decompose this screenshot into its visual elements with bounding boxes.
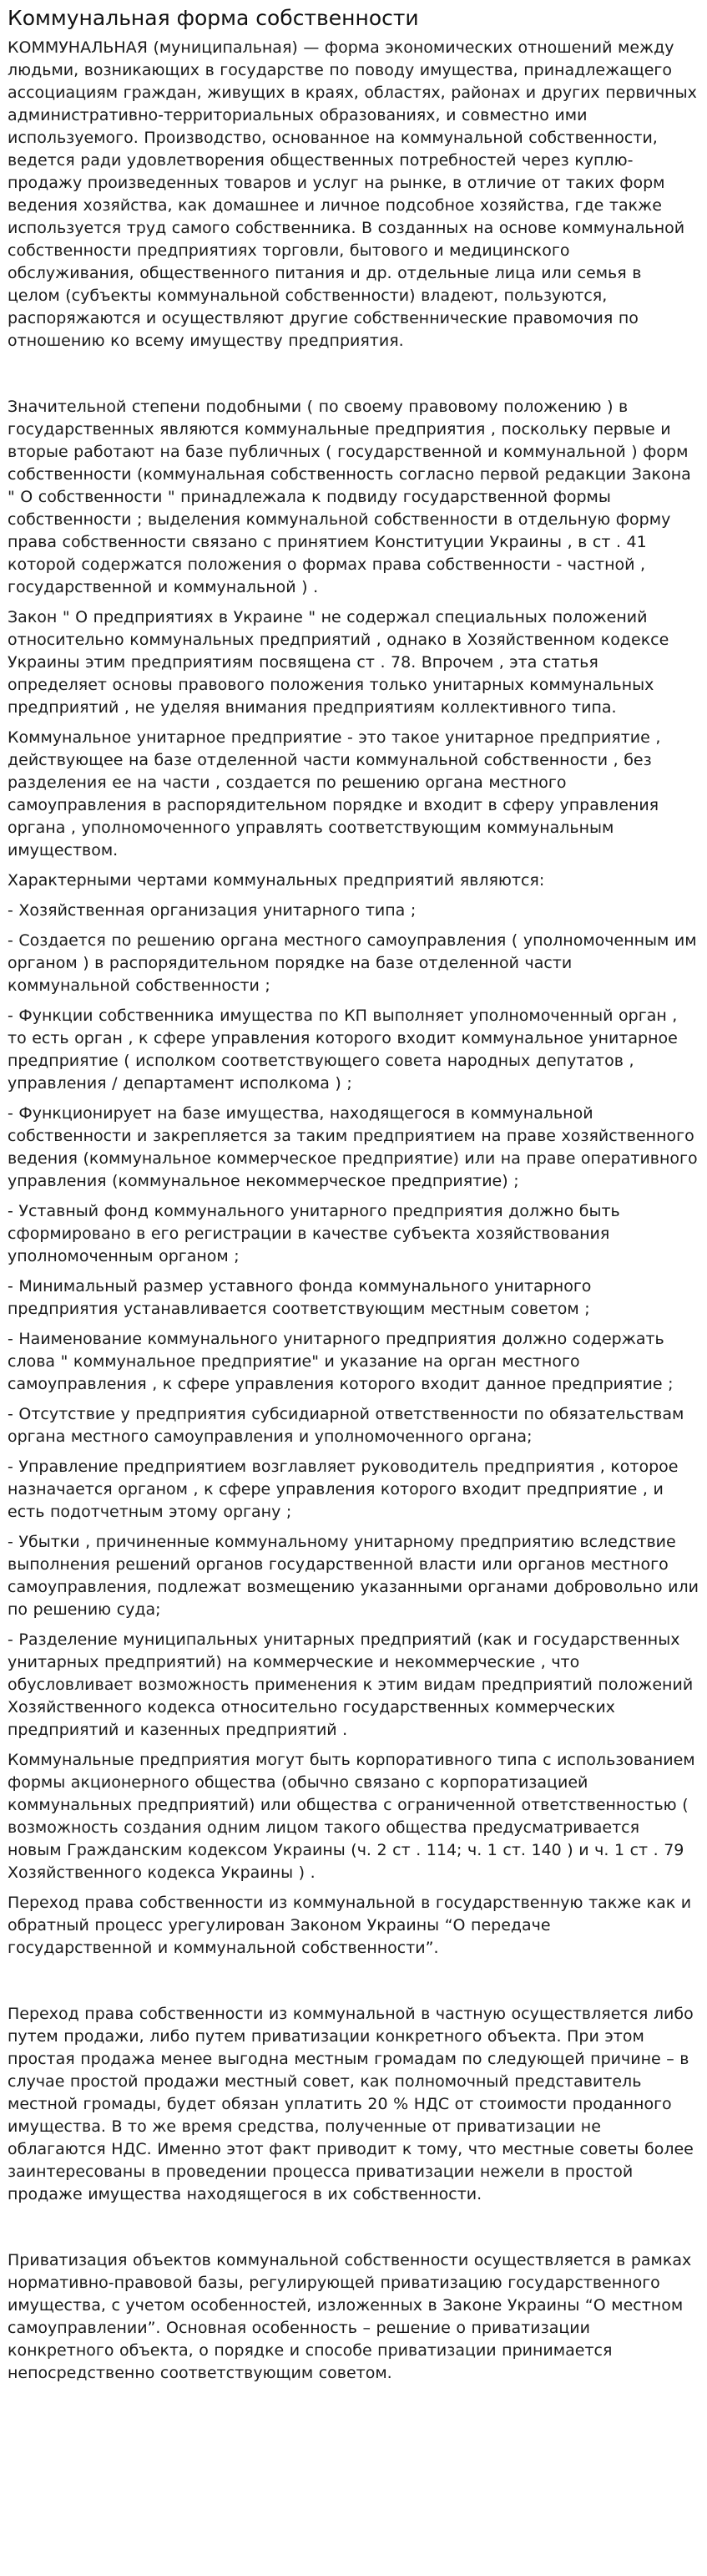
article-paragraph: КОММУНАЛЬНАЯ (муниципальная) — форма экономических отношений между людьми, возникающих в государстве по поводу имущества, принадлежащего ассоциациям граждан, живущих в краях, областях, районах и других первичных административно-территориальных образованиях, и совместно ими используемого. Производство, основанное на коммунальной собственности, ведется ради удовлетворения общественных потребностей через куплю-продажу произведенных товаров и услуг на рынке, в отличие от таких форм ведения хозяйства, как домашнее и личное подсобное хозяйства, где также используется труд самого собственника. В созданных на основе коммунальной собственности предприятиях торговли, бытового и медицинского обслуживания, общественного питания и др. отдельные лица или семья в целом (субъекты коммунальной собственности) владеют, пользуются, распоряжаются и осуществляют другие собственнические правомочия по отношению ко всему имуществу предприятия.	[8, 38, 697, 350]
article-paragraph: Переход права собственности из коммунальной в частную осуществляется либо путем продажи, либо путем приватизации конкретного объекта. При этом простая продажа менее выгодна местным громадам по следующей причине – в случае простой продажи местный совет, как полномочный представитель местной громады, будет обязан уплатить 20 % НДС от стоимости проданного имущества. В то же время средства, полученные от приватизации не облагаются НДС. Именно этот факт приводит к тому, что местные советы более заинтересованы в проведении процесса приватизации нежели в простой продаже имущества находящегося в их собственности.	[8, 2005, 694, 2203]
article-paragraph: Коммунальное унитарное предприятие - это такое унитарное предприятие , действующее на базе отделенной части коммунальной собственности , без разделения ее на части , создается по решению органа местного самоуправления в распорядительном порядке и входит в сферу управления органа , уполномоченного управлять соответствующим коммунальным имуществом.	[8, 728, 661, 860]
article-paragraph: - Функции собственника имущества по КП выполняет уполномоченный орган , то есть орган , к сфере управления которого входит коммунальное унитарное предприятие ( исполком соответствующего совета народных депутатов , управления / департамент исполкома ) ;	[8, 1007, 678, 1093]
article-paragraph: Значительной степени подобными ( по своему правовому положению ) в государственных являются коммунальные предприятия , поскольку первые и вторые работают на базе публичных ( государственной и коммунальной ) форм собственности (коммунальная собственность согласно первой редакции Закона " О собственности " принадлежала к подвиду государственной формы собственности ; выделения коммунальной собственности в отдельную форму права собственности связано с принятием Конституции Украины , в ст . 41 которой содержатся положения о формах права собственности - частной , государственной и коммунальной ) .	[8, 398, 691, 596]
article-paragraph: Коммунальные предприятия могут быть корпоративного типа с использованием формы акционерного общества (обычно связано с корпоратизацией коммунальных предприятий) или общества с ограниченной ответственностью ( возможность создания одним лицом такого общества предусматривается новым Гражданским кодексом Украины (ч. 2 ст . 114; ч. 1 ст. 140 ) и ч. 1 ст . 79 Хозяйственного кодекса Украины ) .	[8, 1751, 695, 1882]
article-paragraph: - Наименование коммунального унитарного предприятия должно содержать слова " коммунальное предприятие" и указание на орган местного самоуправления , к сфере управления которого входит данное предприятие ;	[8, 1330, 674, 1393]
article-paragraph: Приватизация объектов коммунальной собственности осуществляется в рамках нормативно-правовой базы, регулирующей приватизацию государственного имущества, с учетом особенностей, изложенных в Законе Украины “О местном самоуправлении”. Основная особенность – решение о приватизации конкретного объекта, о порядке и способе приватизации принимается непосредственно соответствующим советом.	[8, 2251, 692, 2382]
page-title: Коммунальная форма собственности	[8, 6, 419, 30]
article-paragraph: - Управление предприятием возглавляет руководитель предприятия , которое назначается органом , к сфере управления которого входит предприятие , и есть подотчетным этому органу ;	[8, 1458, 679, 1521]
article-paragraph: Характерными чертами коммунальных предприятий являются:	[8, 871, 545, 890]
article-paragraph: - Разделение муниципальных унитарных предприятий (как и государственных унитарных предприятий) на коммерческие и некоммерческие , что обусловливает возможность применения к этим видам предприятий положений Хозяйственного кодекса относительно государственных коммерческих предприятий и казенных предприятий .	[8, 1630, 694, 1739]
article-paragraph: Закон " О предприятиях в Украине " не содержал специальных положений относительно коммунальных предприятий , однако в Хозяйственном кодексе Украины этим предприятиям посвящена ст . 78. Впрочем , эта статья определяет основы правового положения только унитарных коммунальных предприятий , не уделяя внимания предприятиям коллективного типа.	[8, 608, 669, 717]
article-paragraph: - Минимальный размер уставного фонда коммунального унитарного предприятия устанавливается соответствующим местным советом ;	[8, 1277, 592, 1318]
article-paragraph: Переход права собственности из коммунальной в государственную также как и обратный процесс урегулирован Законом Украины “О передаче государственной и коммунальной собственности”.	[8, 1894, 692, 1957]
article-paragraph: - Хозяйственная организация унитарного типа ;	[8, 901, 417, 920]
article-paragraph: - Убытки , причиненные коммунальному унитарному предприятию вследствие выполнения решений органов государственной власти или органов местного самоуправления, подлежат возмещению указанными органами добровольно или по решению суда;	[8, 1533, 699, 1619]
article-paragraph: - Функционирует на базе имущества, находящегося в коммунальной собственности и закрепляется за таким предприятием на праве хозяйственного ведения (коммунальное коммерческое предприятие) или на праве оперативного управления (коммунальное некоммерческое предприятие) ;	[8, 1104, 698, 1190]
article-paragraph: - Отсутствие у предприятия субсидиарной ответственности по обязательствам органа местного самоуправления и уполномоченного органа;	[8, 1405, 684, 1446]
article-paragraph: - Уставный фонд коммунального унитарного предприятия должно быть сформировано в его регистрации в качестве субъекта хозяйствования уполномоченным органом ;	[8, 1202, 620, 1265]
article-paragraph: - Создается по решению органа местного самоуправления ( уполномоченным им органом ) в распорядительном порядке на базе отделенной части коммунальной собственности ;	[8, 931, 697, 995]
article-body	[8, 37, 699, 2385]
